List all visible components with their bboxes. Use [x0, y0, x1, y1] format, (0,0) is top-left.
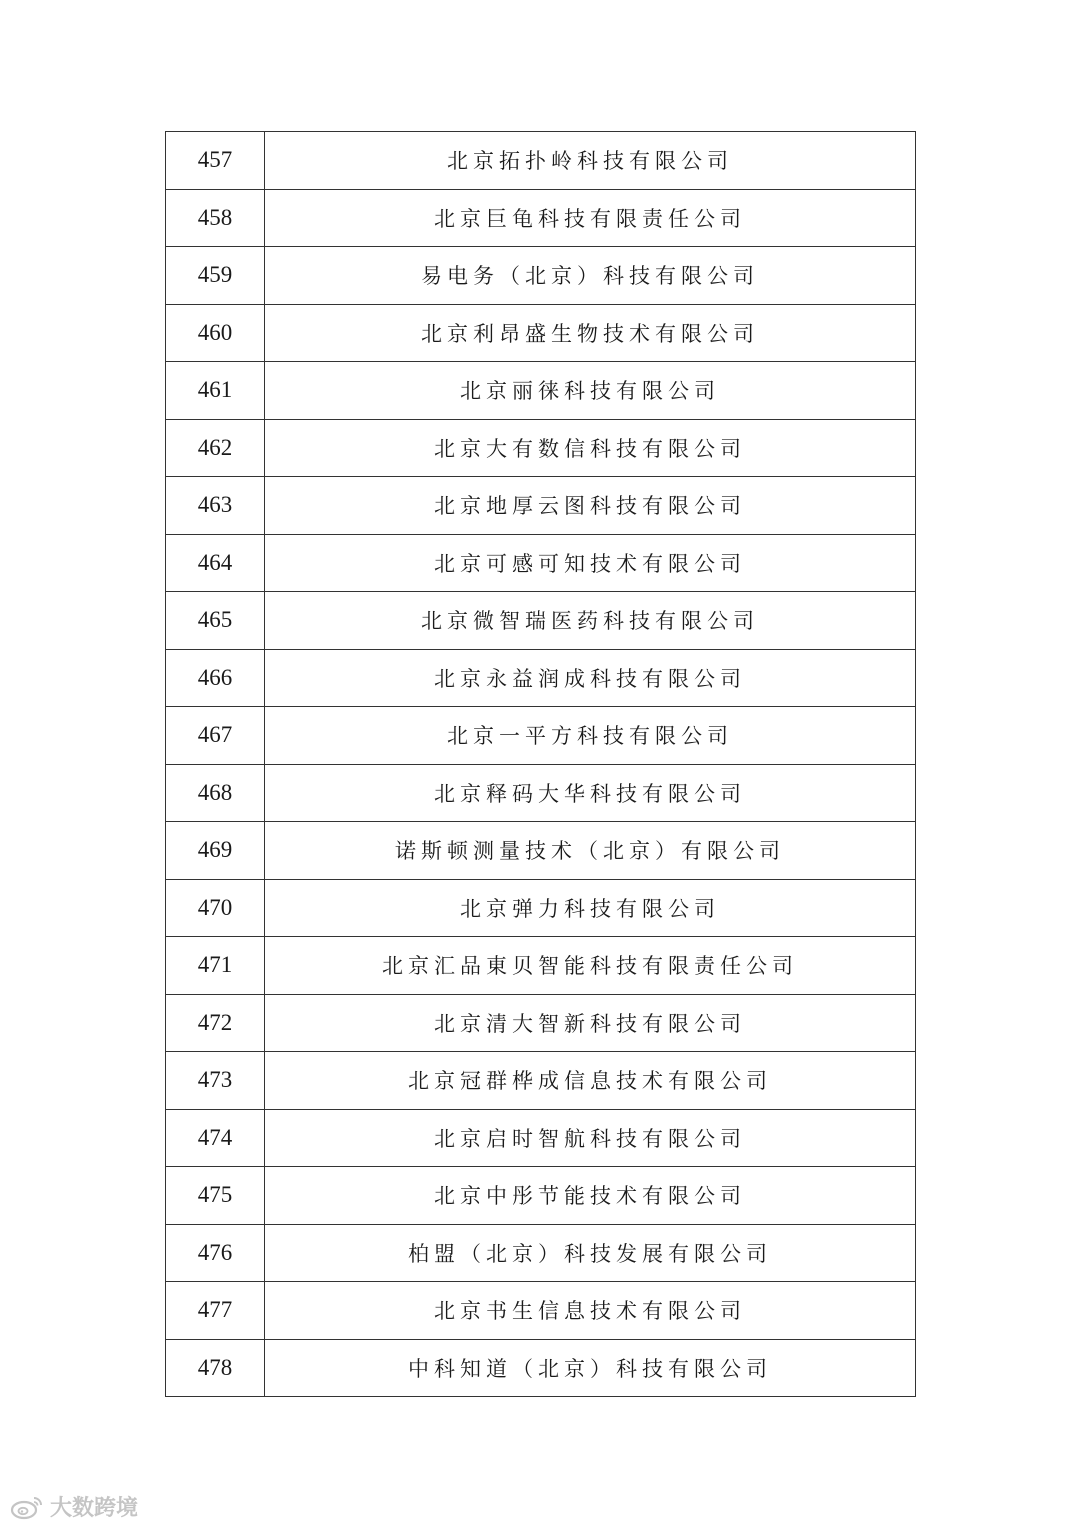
- row-number: 457: [166, 132, 265, 190]
- company-name: 北京启时智航科技有限公司: [265, 1109, 916, 1167]
- company-name: 北京微智瑞医药科技有限公司: [265, 592, 916, 650]
- weibo-logo-icon: [10, 1494, 44, 1520]
- row-number: 478: [166, 1339, 265, 1397]
- company-name: 北京中彤节能技术有限公司: [265, 1167, 916, 1225]
- table-row: [166, 132, 916, 190]
- table-row: [166, 189, 916, 247]
- table-row: [166, 994, 916, 1052]
- row-number: 459: [166, 247, 265, 305]
- row-number: 475: [166, 1167, 265, 1225]
- table-row: [166, 1109, 916, 1167]
- row-number: 473: [166, 1052, 265, 1110]
- company-name: 北京弹力科技有限公司: [265, 879, 916, 937]
- company-name: 北京丽徕科技有限公司: [265, 362, 916, 420]
- company-name: 柏盟（北京）科技发展有限公司: [265, 1224, 916, 1282]
- row-number: 458: [166, 189, 265, 247]
- table-row: [166, 707, 916, 765]
- company-name: 中科知道（北京）科技有限公司: [265, 1339, 916, 1397]
- row-number: 474: [166, 1109, 265, 1167]
- row-number: 464: [166, 534, 265, 592]
- company-name: 北京地厚云图科技有限公司: [265, 477, 916, 535]
- row-number: 469: [166, 822, 265, 880]
- row-number: 472: [166, 994, 265, 1052]
- row-number: 462: [166, 419, 265, 477]
- table-row: [166, 822, 916, 880]
- company-name: 北京冠群桦成信息技术有限公司: [265, 1052, 916, 1110]
- table-row: [166, 1052, 916, 1110]
- row-number: 476: [166, 1224, 265, 1282]
- row-number: 466: [166, 649, 265, 707]
- table-row: [166, 592, 916, 650]
- table-row: [166, 937, 916, 995]
- table-row: [166, 419, 916, 477]
- company-name: 北京书生信息技术有限公司: [265, 1282, 916, 1340]
- watermark: [10, 1491, 138, 1522]
- company-name: 北京汇品東贝智能科技有限责任公司: [265, 937, 916, 995]
- company-name: 北京巨龟科技有限责任公司: [265, 189, 916, 247]
- table-row: [166, 1167, 916, 1225]
- row-number: 471: [166, 937, 265, 995]
- company-name: 诺斯顿测量技术（北京）有限公司: [265, 822, 916, 880]
- row-number: 467: [166, 707, 265, 765]
- company-name: 北京可感可知技术有限公司: [265, 534, 916, 592]
- company-name: 北京利昂盛生物技术有限公司: [265, 304, 916, 362]
- row-number: 463: [166, 477, 265, 535]
- company-name: 北京释码大华科技有限公司: [265, 764, 916, 822]
- company-name: 北京清大智新科技有限公司: [265, 994, 916, 1052]
- table-row: [166, 764, 916, 822]
- company-name: 易电务（北京）科技有限公司: [265, 247, 916, 305]
- company-list-table: [165, 131, 916, 1397]
- table-row: [166, 477, 916, 535]
- table-row: [166, 247, 916, 305]
- table-row: [166, 362, 916, 420]
- row-number: 461: [166, 362, 265, 420]
- company-list-body: [166, 132, 916, 1397]
- row-number: 460: [166, 304, 265, 362]
- table-row: [166, 534, 916, 592]
- row-number: 465: [166, 592, 265, 650]
- company-name: 北京拓扑岭科技有限公司: [265, 132, 916, 190]
- table-row: [166, 879, 916, 937]
- table-row: [166, 304, 916, 362]
- watermark-text: 大数跨境: [50, 1496, 139, 1521]
- table-row: [166, 1339, 916, 1397]
- company-name: 北京永益润成科技有限公司: [265, 649, 916, 707]
- table-row: [166, 1282, 916, 1340]
- company-name: 北京一平方科技有限公司: [265, 707, 916, 765]
- company-name: 北京大有数信科技有限公司: [265, 419, 916, 477]
- row-number: 470: [166, 879, 265, 937]
- row-number: 468: [166, 764, 265, 822]
- row-number: 477: [166, 1282, 265, 1340]
- table-row: [166, 1224, 916, 1282]
- table-row: [166, 649, 916, 707]
